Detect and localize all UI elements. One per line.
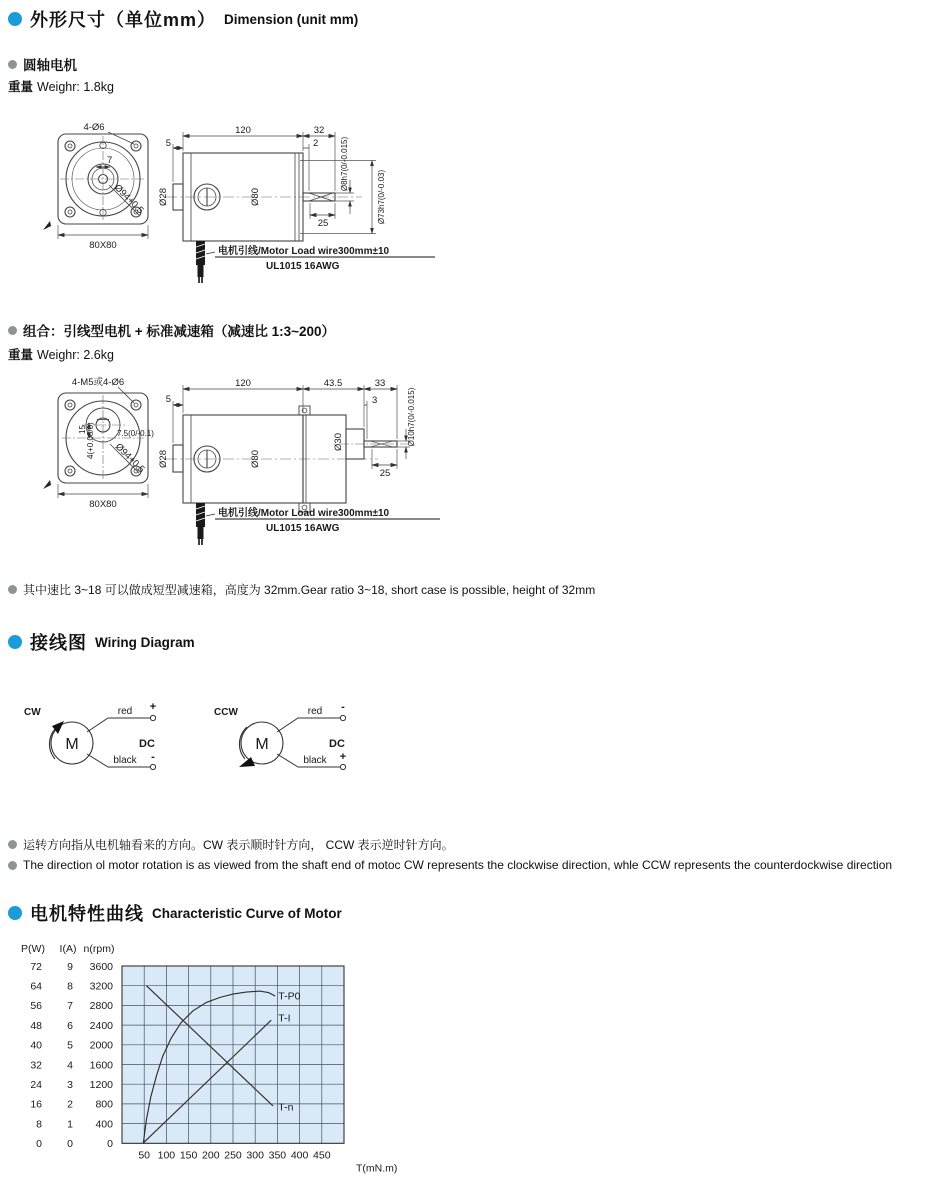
characteristic-curve-chart [0, 938, 520, 1182]
wire-red-label: red [117, 706, 133, 717]
shaft-length-dim: 32 [313, 125, 325, 136]
spigot-dim: Ø94+0.5 [111, 182, 146, 217]
body-dia-dim: Ø80 [250, 188, 261, 206]
body-length-dim: 120 [235, 378, 251, 389]
subsection-combo [8, 320, 335, 340]
weight-label-zh: 重量 [8, 80, 34, 94]
out-boss-dia-dim: Ø30 [333, 433, 344, 451]
svg-text:40: 40 [30, 1039, 42, 1052]
shaft-length-dim: 33 [374, 378, 386, 389]
svg-text:24: 24 [30, 1079, 42, 1091]
motor-symbol: M [65, 736, 79, 753]
weight-value: Weighr: 2.6kg [37, 348, 114, 362]
svg-text:150: 150 [179, 1149, 198, 1162]
wire-label: 电机引线/Motor Load wire300mm±10 [218, 508, 390, 519]
wire-label: 电机引线/Motor Load wire300mm±10 [218, 246, 390, 257]
section-header-wiring [8, 629, 195, 655]
gearbox-length-dim: 43.5 [323, 378, 343, 389]
svg-text:3200: 3200 [89, 980, 113, 993]
note-text: The direction ol motor rotation is as viewed from the shaft end of motoc CW represents the clockwise direction, whle CCW represents the counterdockwise direction [23, 858, 893, 872]
boss-length-dim: 5 [165, 138, 171, 149]
flat-length-dim: 25 [379, 468, 391, 479]
bolt-hole-label: 4-M5或4-Ø6 [71, 377, 125, 388]
subsection-title: 圆轴电机 [23, 58, 77, 73]
step-length-dim: 3 [372, 395, 378, 406]
y-axis-title: P(W) [21, 943, 45, 955]
wiring-ccw [214, 701, 346, 770]
key-width-dim: 7.5(0/-0.1) [117, 429, 154, 438]
svg-text:5: 5 [67, 1039, 73, 1052]
svg-text:7: 7 [67, 1000, 73, 1013]
svg-text:200: 200 [202, 1149, 220, 1162]
terminal-plus: + [339, 751, 347, 763]
motor-cable [196, 241, 205, 283]
terminal-minus: - [151, 751, 155, 763]
x-axis-title: T(mN.m) [356, 1162, 398, 1175]
section-title-zh: 外形尺寸（单位mm） [30, 10, 217, 30]
body-length-dim: 120 [235, 125, 251, 136]
subsection-round-shaft [8, 54, 77, 74]
svg-text:48: 48 [30, 1019, 42, 1032]
svg-text:400: 400 [290, 1149, 309, 1162]
section-title-en: Dimension (unit mm) [224, 11, 359, 27]
svg-text:4: 4 [67, 1059, 73, 1072]
svg-text:1: 1 [67, 1118, 73, 1131]
flag-mark [43, 221, 51, 230]
blue-bullet-icon [8, 12, 22, 26]
weight-value: Weighr: 1.8kg [37, 80, 114, 94]
weight-line-1 [8, 77, 114, 95]
svg-text:800: 800 [95, 1098, 113, 1111]
blue-bullet-icon [8, 635, 22, 649]
shaft-dia-dim: Ø10h7(0/-0.015) [407, 387, 416, 447]
dc-label: DC [139, 738, 155, 750]
section-title-en: Wiring Diagram [95, 634, 195, 650]
svg-text:1600: 1600 [89, 1059, 113, 1072]
svg-text:2: 2 [67, 1098, 73, 1111]
flat-length-dim: 25 [317, 218, 329, 229]
svg-text:2800: 2800 [89, 1000, 113, 1013]
svg-text:1200: 1200 [89, 1079, 113, 1091]
wire-spec: UL1015 16AWG [266, 261, 340, 272]
note-text: 运转方向指从电机轴看来的方向。CW 表示顺时针方向， CCW 表示逆时针方向。 [23, 838, 454, 852]
key-width-dim: 7 [107, 155, 113, 166]
offset-dim: 15 [78, 425, 87, 434]
svg-text:6: 6 [67, 1019, 73, 1032]
wire-spec: UL1015 16AWG [266, 523, 340, 534]
wiring-diagrams [10, 697, 430, 785]
flange-size-dim: 80X80 [89, 240, 117, 251]
shaft-dia-dim: Ø8h7(0/-0.015) [340, 136, 349, 192]
svg-text:32: 32 [30, 1059, 42, 1072]
series-label: T-I [278, 1012, 291, 1025]
svg-text:0: 0 [107, 1138, 113, 1151]
series-label: T-n [278, 1101, 294, 1114]
gray-bullet-icon [8, 60, 17, 69]
boss-length-dim: 5 [165, 394, 171, 405]
svg-text:56: 56 [30, 1000, 42, 1013]
wire-black-label: black [303, 755, 327, 766]
svg-text:0: 0 [36, 1138, 42, 1151]
svg-text:3: 3 [67, 1079, 73, 1091]
gray-bullet-icon [8, 585, 17, 594]
svg-text:8: 8 [36, 1118, 42, 1131]
blue-bullet-icon [8, 906, 22, 920]
step-length-dim: 2 [313, 138, 319, 149]
bolt-hole-label: 4-Ø6 [83, 122, 105, 133]
svg-text:450: 450 [313, 1149, 331, 1162]
body-dia-dim: Ø80 [250, 450, 261, 468]
series-label: T-P0 [278, 990, 301, 1003]
section-header-curve [8, 900, 342, 926]
wire-red-label: red [307, 706, 323, 717]
gray-bullet-icon [8, 326, 17, 335]
svg-text:2400: 2400 [89, 1019, 113, 1032]
note-rotation-zh [8, 836, 454, 853]
boss-dia-dim: Ø28 [158, 188, 169, 206]
weight-line-2 [8, 345, 114, 363]
ccw-arrow-icon [239, 757, 255, 767]
flange-size-dim: 80X80 [89, 499, 117, 510]
svg-text:350: 350 [268, 1149, 287, 1162]
svg-text:300: 300 [246, 1149, 264, 1162]
terminal-minus: - [341, 701, 345, 713]
flag-mark [43, 480, 51, 489]
svg-text:72: 72 [30, 960, 42, 973]
svg-text:50: 50 [138, 1149, 151, 1162]
gray-bullet-icon [8, 861, 17, 870]
section-title-zh: 电机特性曲线 [30, 904, 144, 924]
note-text: 其中速比 3~18 可以做成短型减速箱，高度为 32mm.Gear ratio 3~18, short case is possible, height of 32mm [23, 583, 596, 597]
dc-label: DC [329, 738, 345, 750]
y-axis-title: n(rpm) [83, 943, 115, 955]
svg-text:400: 400 [95, 1118, 113, 1131]
pilot-dia-dim: Ø73h7(0/-0.03) [377, 169, 386, 225]
rotation-label: CW [24, 707, 41, 718]
section-title-en: Characteristic Curve of Motor [152, 905, 342, 921]
boss-dia-dim: Ø28 [158, 450, 169, 468]
svg-text:100: 100 [157, 1149, 176, 1162]
drawing-round-shaft-motor [10, 122, 450, 300]
note-short-case [8, 581, 595, 598]
svg-text:2000: 2000 [89, 1039, 113, 1052]
key-depth-dim: 4(+0.08/0) [86, 422, 95, 459]
section-title-zh: 接线图 [30, 633, 87, 653]
spigot-dim: Ø94+0.5 [112, 441, 147, 476]
gray-bullet-icon [8, 840, 17, 849]
note-rotation-en [8, 858, 892, 872]
motor-symbol: M [255, 736, 269, 753]
section-header-dimension [8, 6, 358, 32]
terminal-plus: + [149, 701, 157, 713]
weight-label-zh: 重量 [8, 348, 34, 362]
svg-text:8: 8 [67, 980, 73, 993]
svg-text:16: 16 [30, 1098, 42, 1111]
y-axis-title: I(A) [59, 943, 77, 955]
svg-text:9: 9 [67, 960, 73, 973]
svg-text:3600: 3600 [89, 960, 113, 973]
svg-text:250: 250 [224, 1149, 242, 1162]
svg-text:0: 0 [67, 1138, 73, 1151]
wiring-cw [24, 701, 156, 770]
subsection-title: 组合：引线型电机 + 标准减速箱（减速比 1:3~200） [23, 324, 336, 339]
wire-black-label: black [113, 755, 137, 766]
drawing-geared-motor [10, 375, 470, 565]
rotation-label: CCW [214, 707, 238, 718]
svg-text:64: 64 [30, 980, 42, 993]
motor-cable [196, 503, 205, 545]
